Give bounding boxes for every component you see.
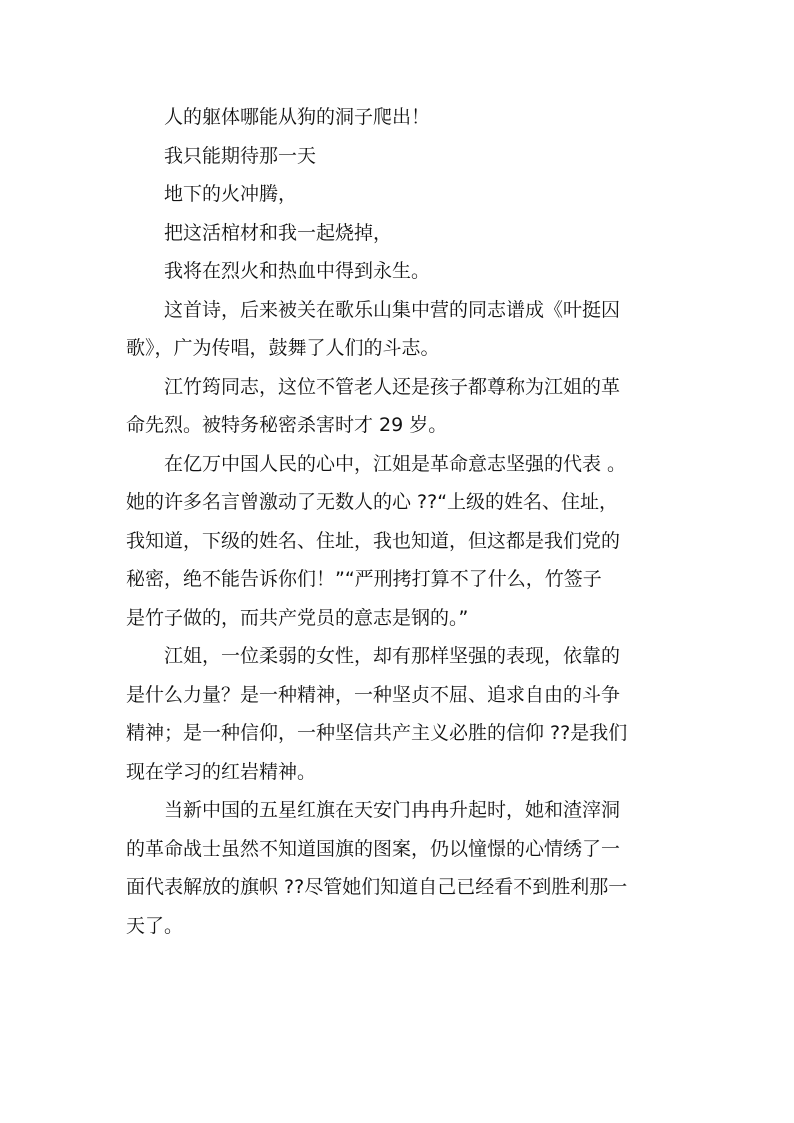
poem-line: 把这活棺材和我一起烧掉， (164, 221, 393, 244)
paragraph-line: 是竹子做的，而共产党员的意志是钢的。” (126, 606, 469, 629)
paragraph (126, 368, 674, 445)
poem-line: 地下的火冲腾， (164, 183, 298, 205)
poem-line: 我将在烈火和热血中得到永生。 (164, 260, 431, 282)
paragraph-line: 江竹筠同志，这位不管老人还是孩子都尊称为江姐的革 (164, 375, 621, 398)
paragraph-line: 秘密，绝不能告诉你们！”“严刑拷打算不了什么，竹签子 (126, 568, 602, 590)
paragraph-line: 江姐，一位柔弱的女性，却有那样坚强的表现，依靠的 (164, 645, 621, 667)
body-text (126, 98, 674, 945)
paragraph-line: 当新中国的五星红旗在天安门冉冉升起时，她和渣滓洞 (164, 799, 621, 821)
paragraph-line: 天了。 (126, 914, 184, 937)
paragraph-line: 命先烈。被特务秘密杀害时才 29 岁。 (126, 414, 448, 436)
paragraph-line: 的革命战士虽然不知道国旗的图案，仍以憧憬的心情绣了一 (126, 837, 621, 860)
paragraph-line: 她的许多名言曾激动了无数人的心 ??“上级的姓名、住址， (126, 491, 619, 513)
paragraph (126, 791, 674, 945)
poem-stanza (126, 98, 674, 291)
poem-line: 人的躯体哪能从狗的洞子爬出！ (164, 106, 431, 128)
paragraph-line: 面代表解放的旗帜 ??尽管她们知道自己已经看不到胜利那一 (126, 876, 628, 898)
paragraph-line: 精神；是一种信仰，一种坚信共产主义必胜的信仰 ??是我们 (126, 722, 628, 744)
poem-line: 我只能期待那一天 (164, 144, 317, 167)
paragraph (126, 445, 674, 638)
paragraph-line: 歌》，广为传唱，鼓舞了人们的斗志。 (126, 337, 440, 359)
paragraph (126, 291, 674, 368)
paragraph-line: 现在学习的红岩精神。 (126, 760, 317, 783)
paragraph (126, 637, 674, 791)
paragraph-line: 在亿万中国人民的心中，江姐是革命意志坚强的代表 。 (164, 452, 627, 475)
paragraph-line: 这首诗，后来被关在歌乐山集中营的同志谱成《叶挺囚 (164, 298, 621, 321)
paragraph-line: 我知道，下级的姓名、住址，我也知道，但这都是我们党的 (126, 529, 621, 552)
paragraph-line: 是什么力量？是一种精神，一种坚贞不屈、追求自由的斗争 (126, 683, 621, 706)
